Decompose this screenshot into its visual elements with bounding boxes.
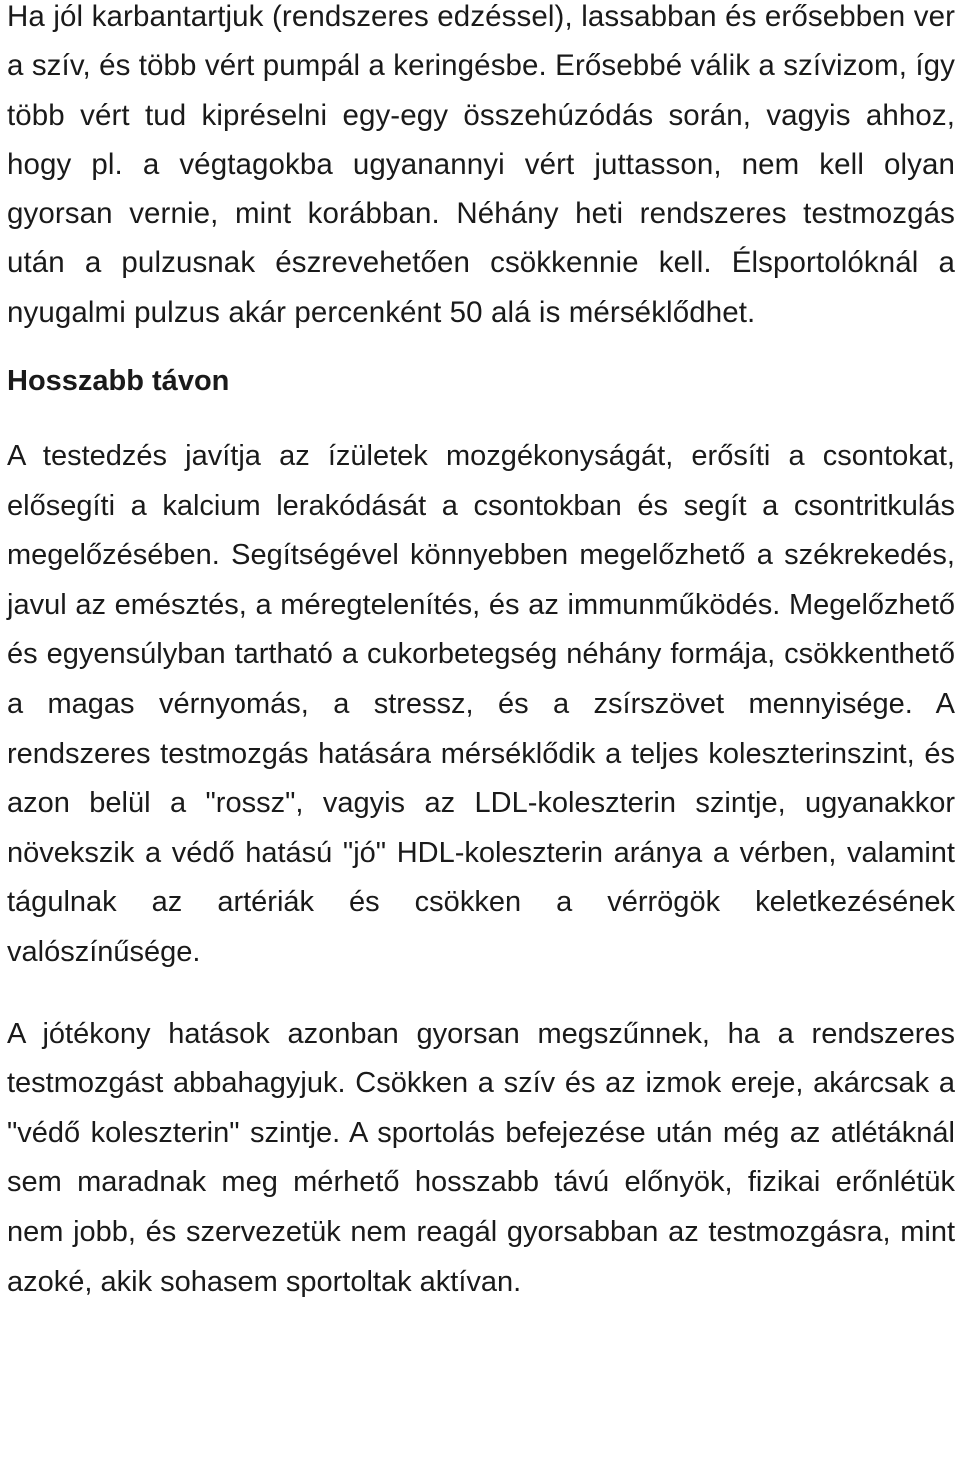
section-heading-long-term: Hosszabb távon bbox=[7, 365, 230, 398]
paragraph-heart-training: Ha jól karbantartjuk (rendszeres edzéssel), lassabban és erősebben ver a szív, és több vért pumpál a keringésbe. Erősebbé válik a szívizom, így több vért tud kipréselni egy-egy összehúzódás során, vagyis ahhoz, hogy pl. a végtagokba ugyanannyi vért juttasson, nem kell olyan gyorsan vernie, mint korábban. Néhány heti rendszeres testmozgás után a pulzusnak észrevehetően csökkennie kell. Élsportolóknál a nyugalmi pulzus akár percenként 50 alá is mérséklődhet. bbox=[7, 0, 955, 329]
document-page bbox=[7, 0, 955, 1307]
paragraph-benefits-fade: A jótékony hatások azonban gyorsan megszűnnek, ha a rendszeres testmozgást abbahagyjuk. Csökken a szív és az izmok ereje, akárcsak a "védő koleszterin" szintje. A sportolás befejezése után még az atlétáknál sem maradnak meg mérhető hosszabb távú előnyök, fizikai erőnlétük nem jobb, és szervezetük nem reagál gyorsabban az testmozgásra, mint azoké, akik sohasem sportoltak aktívan. bbox=[7, 1017, 955, 1298]
paragraph-long-term-benefits: A testedzés javítja az ízületek mozgékonyságát, erősíti a csontokat, elősegíti a kalcium lerakódását a csontokban és segít a csontritkulás megelőzésében. Segítségével könnyebben megelőzhető a székrekedés, javul az emésztés, a méregtelenítés, és az immunműködés. Megelőzhető és egyensúlyban tartható a cukorbetegség néhány formája, csökkenthető a magas vérnyomás, a stressz, és a zsírszövet mennyisége. A rendszeres testmozgás hatására mérséklődik a teljes koleszterinszint, és azon belül a "rossz", vagyis az LDL-koleszterin szintje, ugyanakkor növekszik a védő hatású "jó" HDL-koleszterin aránya a vérben, valamint tágulnak az artériák és csökken a vérrögök keletkezésének valószínűsége. bbox=[7, 440, 955, 969]
